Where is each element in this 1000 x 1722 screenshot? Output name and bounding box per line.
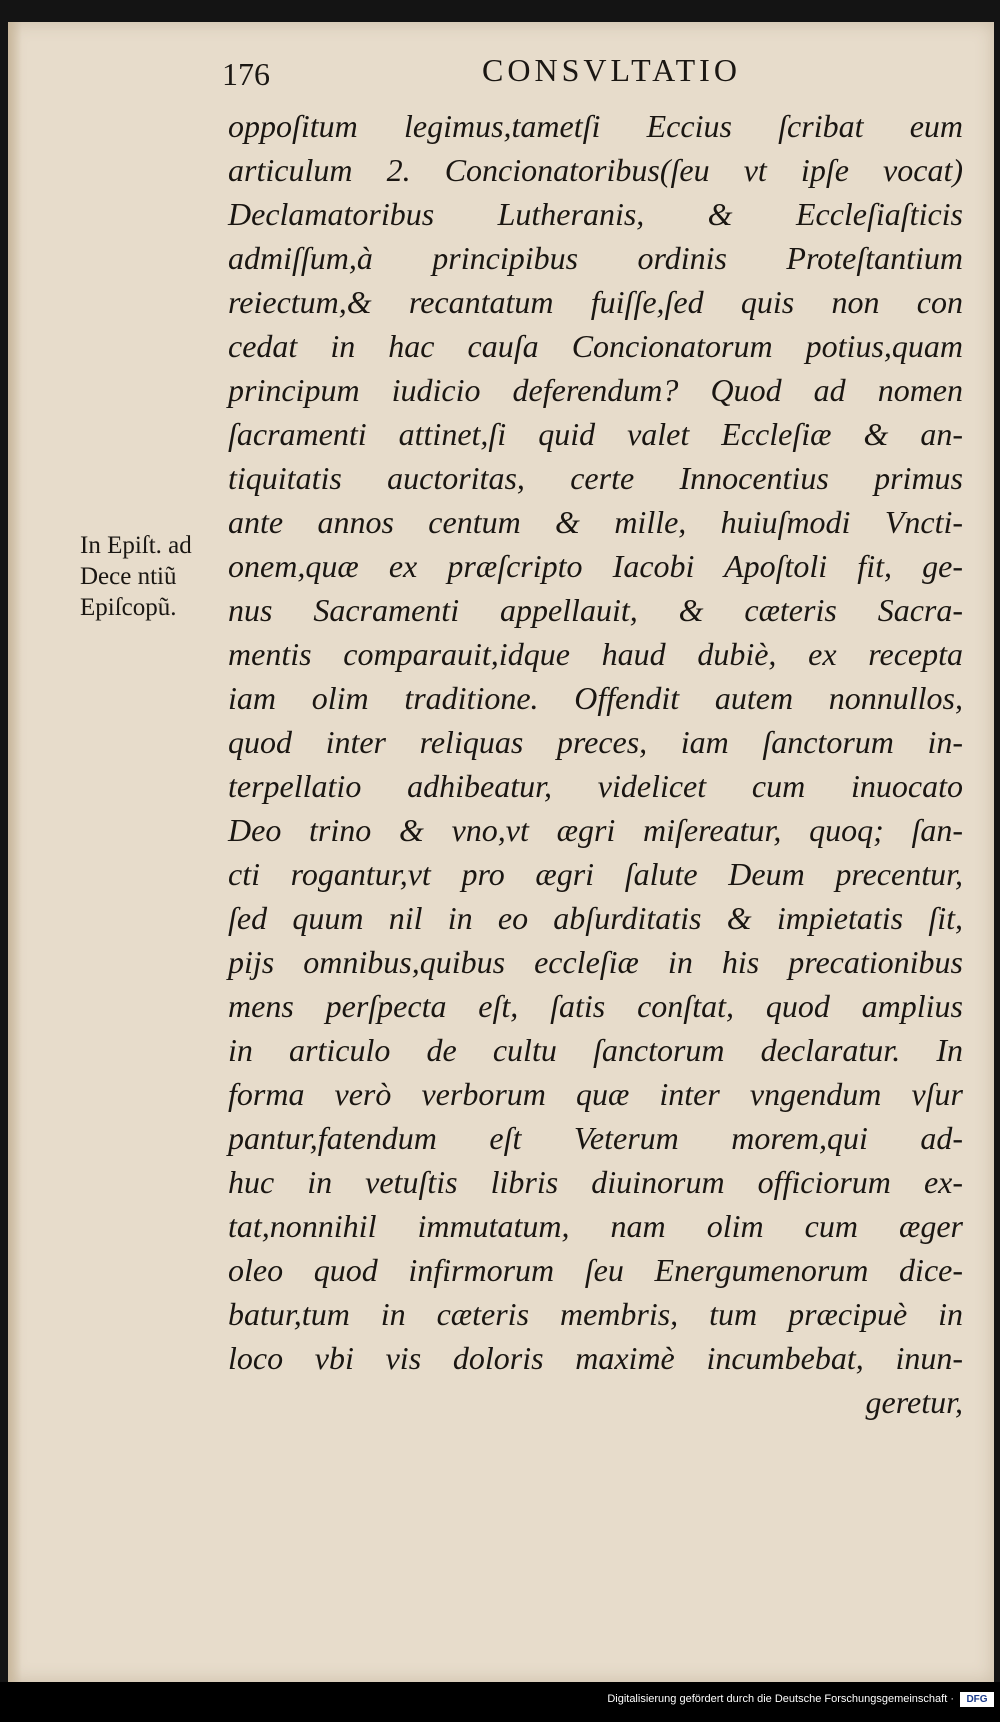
text-line: ſed quum nil in eo abſurditatis & impietatis ſit, [228, 900, 963, 936]
text-line: in articulo de cultu ſanctorum declaratur. In [228, 1032, 963, 1068]
text-line: nus Sacramenti appellauit, & cæteris Sacra- [228, 592, 963, 628]
text-line: mens perſpecta eſt, ſatis conſtat, quod amplius [228, 988, 963, 1024]
text-line: mentis comparauit,idque haud dubiè, ex recepta [228, 636, 963, 672]
text-line: ſacramenti attinet,ſi quid valet Eccleſiæ & an- [228, 416, 963, 452]
text-line: iam olim traditione. Offendit autem nonnullos, [228, 680, 963, 716]
text-line: onem,quæ ex præſcripto Iacobi Apoſtoli fit, ge- [228, 548, 963, 584]
text-line: reiectum,& recantatum fuiſſe,ſed quis non con [228, 284, 963, 320]
funding-credit: Digitalisierung gefördert durch die Deutsche Forschungsgemeinschaft · [607, 1693, 954, 1705]
text-line: Deo trino & vno,vt ægri miſereatur, quoq; ſan- [228, 812, 963, 848]
text-line: quod inter reliquas preces, iam ſanctorum in- [228, 724, 963, 760]
text-line: huc in vetuſtis libris diuinorum officiorum ex- [228, 1164, 963, 1200]
dfg-logo: DFG [960, 1692, 994, 1707]
body-text [228, 104, 963, 1424]
catchword: geretur, [865, 1384, 963, 1420]
page-edge [8, 22, 22, 1682]
margin-note [80, 530, 230, 623]
text-line: loco vbi vis doloris maximè incumbebat, inun- [228, 1340, 963, 1376]
text-line: tiquitatis auctoritas, certe Innocentius primus [228, 460, 963, 496]
text-line: Declamatoribus Lutheranis, & Eccleſiaſticis [228, 196, 963, 232]
text-line: pijs omnibus,quibus eccleſiæ in his precationibus [228, 944, 963, 980]
text-line: articulum 2. Concionatoribus(ſeu vt ipſe vocat) [228, 152, 963, 188]
margin-note-line: In Epiſt. ad [80, 532, 192, 559]
text-line: principum iudicio deferendum? Quod ad nomen [228, 372, 963, 408]
text-line: oleo quod infirmorum ſeu Energumenorum dice- [228, 1252, 963, 1288]
text-line: batur,tum in cæteris membris, tum præcipuè in [228, 1296, 963, 1332]
text-line: cedat in hac cauſa Concionatorum potius,quam [228, 328, 963, 364]
text-line: cti rogantur,vt pro ægri ſalute Deum precentur, [228, 856, 963, 892]
margin-note-line: Epiſcopũ. [80, 594, 177, 621]
margin-note-line: Dece ntiũ [80, 563, 177, 590]
text-line: tat,nonnihil immutatum, nam olim cum æger [228, 1208, 963, 1244]
text-line: terpellatio adhibeatur, videlicet cum inuocato [228, 768, 963, 804]
text-line: forma verò verborum quæ inter vngendum vſur [228, 1076, 963, 1112]
text-line: admiſſum,à principibus ordinis Proteſtantium [228, 240, 963, 276]
footer-bar [0, 1682, 1000, 1722]
page-header [222, 52, 842, 98]
text-line: pantur,fatendum eſt Veterum morem,qui ad- [228, 1120, 963, 1156]
text-line: oppoſitum legimus,tametſi Eccius ſcribat eum [228, 108, 963, 144]
running-head: CONSVLTATIO [482, 52, 741, 88]
text-line: ante annos centum & mille, huiuſmodi Vncti- [228, 504, 963, 540]
page-number: 176 [222, 56, 270, 92]
